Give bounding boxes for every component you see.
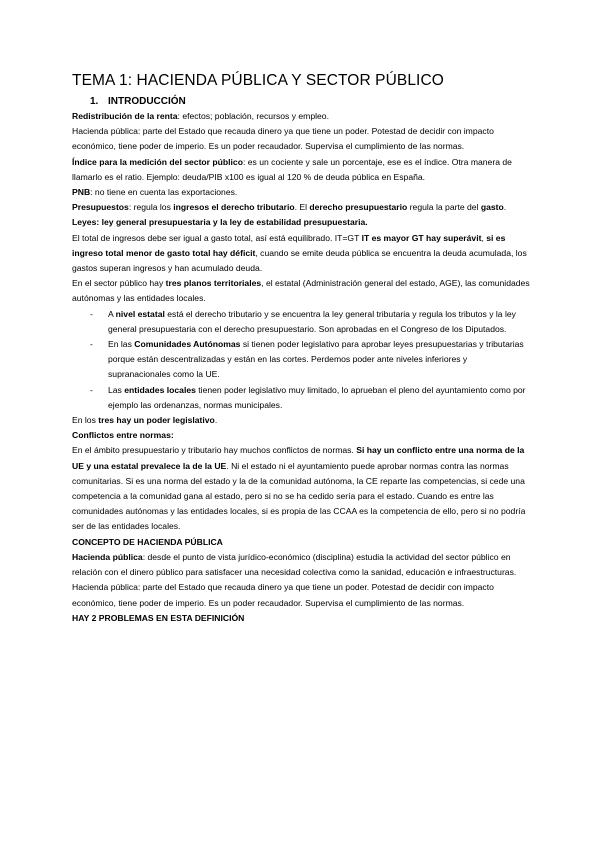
- text: : regula los: [128, 202, 174, 213]
- paragraph-indice: [72, 155, 532, 185]
- text: .: [503, 202, 507, 213]
- text: tienen poder legislativo muy limitado, lo aprueban el pleno del ayuntamiento como por ejemplo las ordenanzas, normas municipales.: [108, 384, 526, 410]
- bold-term: derecho presupuestario: [309, 202, 408, 213]
- bold-term: HAY 2 PROBLEMAS EN ESTA DEFINICIÓN: [72, 612, 245, 623]
- bold-term: si es ingreso total menor de gasto total hay déficit: [72, 232, 506, 258]
- text: . El: [294, 202, 310, 213]
- text: En el sector público hay: [72, 278, 166, 289]
- bold-term: Presupuestos: [72, 202, 129, 213]
- text: En los: [72, 415, 99, 426]
- bold-term: PNB: [72, 187, 91, 198]
- subheading-conflictos: [72, 428, 532, 443]
- text: si tienen poder legislativo para aprobar leyes presupuestarias y tributarias porque están descentralizadas y están en las cortes. Perdemos poder ante niveles inferiores y supranacionales como la UE.: [108, 339, 524, 380]
- bold-term: CONCEPTO DE HACIENDA PÚBLICA: [72, 536, 223, 547]
- bold-term: Leyes: ley general presupuestaria y la ley de estabilidad presupuestaria.: [72, 217, 368, 228]
- paragraph-presupuestos: [72, 200, 532, 215]
- bold-term: Comunidades Autónomas: [134, 339, 241, 350]
- bold-term: IT es mayor GT hay superávit: [361, 232, 482, 243]
- bold-term: tres hay un poder legislativo: [98, 415, 215, 426]
- text: A: [108, 308, 116, 319]
- text: regula la parte del: [407, 202, 481, 213]
- text: .: [214, 415, 218, 426]
- paragraph-leyes: [72, 215, 532, 230]
- text: Las: [108, 384, 125, 395]
- bold-term: Si hay un conflicto entre una norma de la UE y una estatal prevalece la de la UE: [72, 445, 525, 471]
- section-label: INTRODUCCIÓN: [108, 96, 186, 107]
- section-number: 1.: [90, 96, 99, 107]
- text: : efectos; población, recursos y empleo.: [177, 111, 329, 121]
- list-item: - Las entidades locales tienen poder legislativo muy limitado, lo aprueban el pleno del ayuntamiento como por ejemplo las ordenanzas, normas municipales.: [90, 384, 526, 410]
- bold-term: Hacienda pública: [72, 551, 143, 562]
- document-title: TEMA 1: HACIENDA PÚBLICA Y SECTOR PÚBLICO: [72, 72, 444, 89]
- list-item: - A nivel estatal está el derecho tributario y se encuentra la ley general tributaria y regula los tributos y la ley general presupuestaria con el derecho presupuestario. Son aprobadas en el Congreso de los Diputados.: [90, 308, 516, 334]
- text: ,: [481, 232, 487, 243]
- paragraph-hacienda-publica: Hacienda pública: parte del Estado que recauda dinero ya que tiene un poder. Potestad de decidir con impacto económico, tiene poder de imperio. Es un poder recaudador. Supervisa el cumplimiento de las normas.: [72, 126, 494, 152]
- bold-term: gasto: [480, 202, 504, 213]
- section-heading: [90, 96, 532, 107]
- bold-term: nivel estatal: [115, 308, 165, 319]
- list-item: - En las Comunidades Autónomas si tienen poder legislativo para aprobar leyes presupuestarias y tributarias porque están descentralizadas y están en las cortes. Perdemos poder ante niveles inferiores y supranacionales como la UE.: [90, 339, 524, 380]
- text: : es un cociente y sale un porcentaje, ese es el índice. Otra manera de llamarlo es el ratio. Ejemplo: deuda/PIB x100 es igual al 120 % de deuda pública en España.: [72, 156, 512, 182]
- paragraph-pnb: [72, 185, 532, 200]
- text: En las: [108, 339, 135, 350]
- subheading-concepto: [72, 535, 532, 550]
- bold-term: ingresos el derecho tributario: [173, 202, 295, 213]
- paragraph-definicion: [72, 550, 532, 580]
- bold-term: Redistribución de la renta: [72, 111, 178, 121]
- text: , el estatal (Administración general del estado, AGE), las comunidades autónomas y las entidades locales.: [72, 278, 530, 304]
- bold-term: Conflictos entre normas:: [72, 430, 174, 441]
- document-page: [72, 72, 532, 626]
- text: : desde el punto de vista jurídico-económico (disciplina) estudia la actividad del sector público en relación con el dinero público para satisfacer una necesidad colectiva como la sanidad, educación e infraestructuras.: [72, 551, 517, 578]
- text: , cuando se emite deuda pública se encuentra la deuda acumulada, los gastos superan ingresos y han acumulado deuda.: [72, 247, 527, 274]
- paragraph-conflictos: [72, 443, 532, 534]
- paragraph-redistribucion: [72, 109, 532, 124]
- text: El total de ingresos debe ser igual a gasto total, así está equilibrado. IT=GT: [72, 232, 362, 243]
- paragraph-poder-legislativo: [72, 413, 532, 428]
- bold-term: entidades locales: [124, 384, 196, 395]
- bold-term: Índice para la medición del sector público: [72, 156, 243, 167]
- paragraph-planos: [72, 276, 532, 306]
- text: está el derecho tributario y se encuentra la ley general tributaria y regula los tributos y la ley general presupuestaria con el derecho presupuestario. Son aprobadas en el Congreso de los Diputados.: [108, 308, 516, 334]
- subheading-problemas: [72, 611, 532, 626]
- text: En el ámbito presupuestario y tributario hay muchos conflictos de normas.: [72, 445, 357, 456]
- paragraph-hacienda-publica-repeat: Hacienda pública: parte del Estado que recauda dinero ya que tiene un poder. Potestad de decidir con impacto económico, tiene poder de imperio. Es un poder recaudador. Supervisa el cumplimiento de las normas.: [72, 582, 494, 608]
- territorial-levels-list: [72, 307, 532, 413]
- text: . Ni el estado ni el ayuntamiento puede aprobar normas contra las normas comunitarias. Si es una norma del estado y la de la comunidad autónoma, la CE reparte las competencias, si cede una competencia a la comunidad gana al estado, pero si no se ha cedido sería para el estado. Cuando es entre las comunidades autónomas y las entidades locales, si es propia de las CCAA es la competencia de ello, pero si no podría ser de las entidades locales.: [72, 460, 526, 532]
- paragraph-ingresos: [72, 231, 532, 277]
- bold-term: tres planos territoriales: [165, 278, 262, 289]
- text: : no tiene en cuenta las exportaciones.: [90, 187, 238, 198]
